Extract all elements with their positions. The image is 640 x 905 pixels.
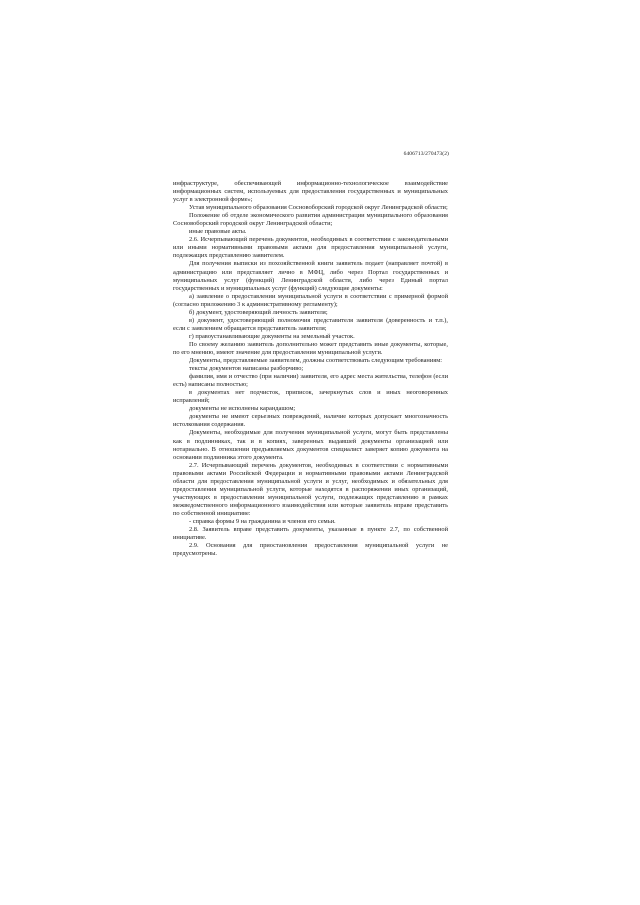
- paragraph: Для получения выписки из похозяйственной книги заявитель подает (направляет почтой) в администрацию или представляет лично в МФЦ, либо через Портал государственных и муниципальных услуг (функций) Ленинградской области, либо через Единый портал государственных и муниципальных услуг (функций) следующие документы:: [173, 260, 448, 292]
- paragraph: г) правоустанавливающие документы на земельный участок.: [189, 332, 355, 340]
- paragraph: Документы, необходимые для получения муниципальной услуги, могут быть представлены как в подлинниках, так и в копиях, заверенных выдавшей документы организацией или нотариально. В отношении предъявляемых документов специалист заверяет копию документа на основании подлинника этого документа.: [173, 429, 448, 461]
- paragraph: иные правовые акты.: [189, 228, 247, 236]
- paragraph: документы не исполнены карандашом;: [189, 405, 296, 413]
- document-id: 6406713/270473(2): [403, 151, 449, 157]
- paragraph: инфраструктуре, обеспечивающей информационно-технологическое взаимодействие информационных систем, используемых для предоставления государственных и муниципальных услуг в электронной форме»;: [173, 180, 448, 204]
- paragraph: 2.8. Заявитель вправе представить документы, указанные в пункте 2.7, по собственной инициативе.: [173, 526, 448, 542]
- paragraph: Устав муниципального образования Сосновоборский городской округ Ленинградской области;: [189, 204, 448, 212]
- paragraph: Документы, представляемые заявителем, должны соответствовать следующим требованиям:: [189, 357, 443, 365]
- document-body: [173, 180, 448, 558]
- paragraph: тексты документов написаны разборчиво;: [189, 365, 304, 373]
- paragraph: в) документ, удостоверяющий полномочия представителя заявителя (доверенность и т.п.), если с заявлением обращается представитель заявителя;: [173, 316, 448, 332]
- paragraph: б) документ, удостоверяющий личность заявителя;: [189, 308, 328, 316]
- paragraph: документы не имеют серьезных повреждений, наличие которых допускает многозначность истолкования содержания.: [173, 413, 448, 429]
- paragraph: 2.6. Исчерпывающий перечень документов, необходимых в соответствии с законодательными или иными нормативными правовыми актами для предоставления муниципальной услуги, подлежащих представлению заявителем.: [173, 236, 448, 260]
- paragraph: 2.7. Исчерпывающий перечень документов, необходимых в соответствии с нормативными правовыми актами Российской Федерации и нормативными правовыми актами Ленинградской области для предоставления муниципальной услуги и услуг, необходимых и обязательных для предоставления муниципальной услуги, которые находятся в распоряжении иных организаций, участвующих в предоставлении муниципальной услуги, подлежащих представлению в рамках межведомственного информационного взаимодействия или которые заявитель вправе представить по собственной инициативе:: [173, 461, 448, 517]
- paragraph: По своему желанию заявитель дополнительно может представить иные документы, которые, по его мнению, имеют значение для предоставления муниципальной услуги.: [173, 340, 448, 356]
- paragraph: фамилия, имя и отчество (при наличии) заявителя, его адрес места жительства, телефон (если есть) написаны полностью;: [173, 373, 448, 389]
- paragraph: а) заявление о предоставлении муниципальной услуги в соответствии с примерной формой (согласно приложению 3 к административному регламенту);: [173, 292, 448, 308]
- paragraph: 2.9. Основания для приостановления предоставления муниципальной услуги не предусмотрены.: [173, 542, 448, 558]
- paragraph: Положение об отделе экономического развития администрации муниципального образования Сосновоборский городской округ Ленинградской области;: [173, 212, 448, 228]
- paragraph: в документах нет подчисток, приписок, зачеркнутых слов и иных неоговоренных исправлений;: [173, 389, 448, 405]
- paragraph: - справка формы 9 на гражданина и членов его семьи.: [189, 517, 336, 525]
